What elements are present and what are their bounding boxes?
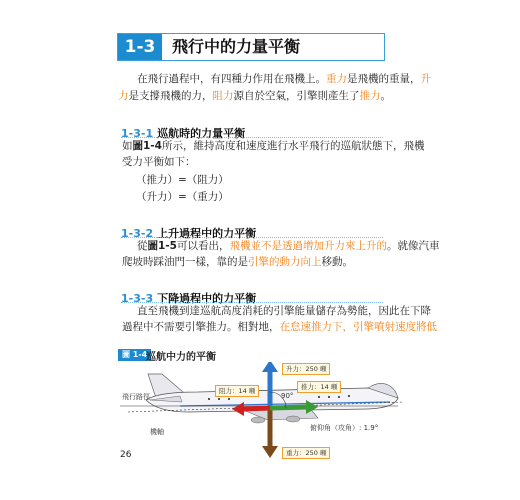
section-number: 1-3-3 [121,292,154,305]
highlight-text: 引擎的動力向上 [248,256,322,268]
figure-ref: 圖1-4 [132,140,162,152]
lift-term: 升 [420,73,431,85]
figure-title: 巡航中力的平衡 [146,352,216,363]
page-number: 26 [120,450,132,460]
section-number: 1-3-2 [121,227,154,240]
intro-text: 在飛行過程中，有四種力作用在飛機上。 [137,73,326,85]
highlight-text: 在怠速推力下，引擎噴射速度將低 [279,321,437,333]
body-text: 從 [137,240,148,252]
weight-term: 重力 [326,73,347,85]
section-2-line-1 [137,238,439,255]
body-text: 如 [122,140,133,152]
intro-line-2 [118,88,391,105]
intro-text: 。 [380,90,391,102]
axis-label: 機軸 [150,428,164,436]
body-text: 所示，維持高度和速度進行水平飛行的巡航狀態下，飛機 [161,140,425,152]
section-title: 巡航時的力量平衡 [157,127,246,140]
lift-term: 力 [118,90,129,102]
chapter-number: 1-3 [118,34,162,60]
section-1-line-2: 受力平衡如下： [122,156,196,168]
body-text: 移動。 [321,256,353,268]
intro-text: 源自於空氣，引擎則產生了 [233,90,360,102]
body-text: 過程中不需要引擎推力。相對地， [122,321,280,333]
thrust-arrow [270,407,308,408]
chapter-title: 飛行中的力量平衡 [172,37,301,56]
weight-label: 重力：250 噸 [282,447,330,459]
thrust-label: 推力：14 噸 [297,381,341,393]
thrust-term: 推力 [359,90,381,102]
chapter-title-box [117,33,385,61]
pitch-angle-label: 俯仰角（攻角）: 1.9° [310,424,379,432]
drag-term: 阻力 [212,90,234,102]
airplane-force-diagram [118,362,403,462]
flight-path-label: 飛行路徑 [122,393,150,401]
lift-label: 升力：250 噸 [282,363,330,375]
section-title: 下降過程中的力平衡 [157,292,257,305]
section-3-line-2 [122,319,437,336]
body-text: 可以看出， [176,240,230,252]
highlight-text: 飛機並不是透過增加升力來上升的 [229,240,387,252]
figure-ref: 圖1-5 [147,240,177,252]
section-1-line-1 [122,138,424,155]
body-text: 爬坡時踩油門一樣，靠的是 [122,256,248,268]
equation-thrust-drag: （推力）=（阻力） [136,174,229,186]
equation-lift-weight: （升力）=（重力） [136,191,229,203]
section-2-line-2 [122,254,353,271]
intro-text: 是飛機的重量， [347,73,421,85]
section-3-line-1: 直至飛機到達巡航高度消耗的引擎能量儲存為勢能，因此在下降 [137,305,431,317]
angle-label: 90° [281,392,294,400]
body-text: 。就像汽車 [386,240,440,252]
section-title: 上升過程中的力平衡 [157,227,257,240]
weight-arrowhead [262,446,278,458]
figure-badge: 圖 1-4 [118,349,151,361]
intro-line-1 [137,71,431,88]
drag-label: 阻力：14 噸 [215,385,259,397]
lift-arrowhead [262,362,278,372]
drag-arrow [242,408,270,409]
section-number: 1-3-1 [121,127,154,140]
intro-text: 是支撐飛機的力， [128,90,213,102]
